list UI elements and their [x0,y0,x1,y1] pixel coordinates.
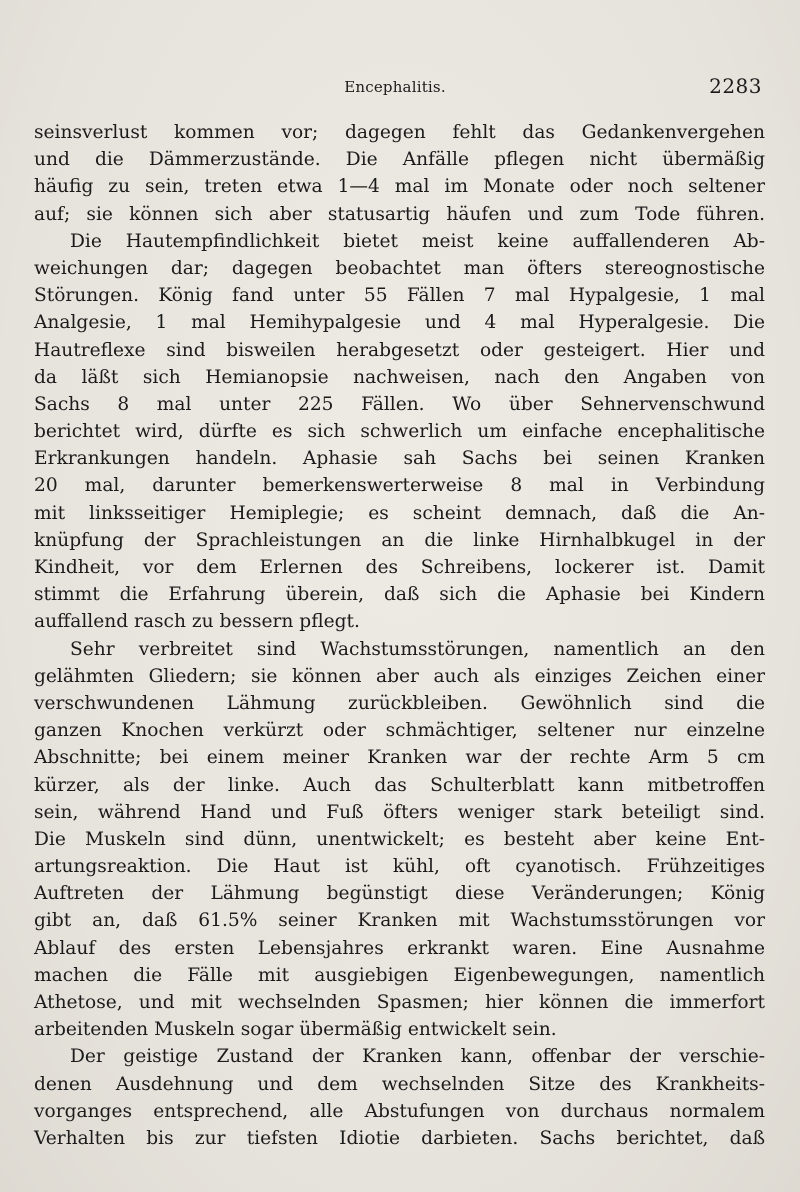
paragraph-1 [34,119,765,228]
text-line: verschwundenen Lähmung zurückbleiben. Gewöhnlich sind die [34,692,765,714]
text-line: seinsverlust kommen vor; dagegen fehlt das Gedankenvergehen [34,122,765,143]
text-line: ganzen Knochen verkürzt oder schmächtiger, seltener nur einzelne [34,720,765,742]
text-line: gelähmten Gliedern; sie können aber auch als einziges Zeichen einer [34,665,765,687]
text-line: Erkrankungen handeln. Aphasie sah Sachs bei seinen Kranken [34,448,765,470]
text-line: Die Hautempfindlichkeit bietet meist keine auffallenderen Ab- [70,230,765,252]
page-number: 2283 [709,74,762,98]
text-line: arbeitenden Muskeln sogar übermäßig entwickelt sein. [34,1019,557,1041]
body-text [34,119,765,1152]
text-line: sein, während Hand und Fuß öfters weniger stark beteiligt sind. [34,801,765,823]
text-line: auf; sie können sich aber statusartig häufen und zum Tode führen. [34,203,765,225]
text-line: Sachs 8 mal unter 225 Fällen. Wo über Sehnervenschwund [34,393,765,415]
text-line: Störungen. König fand unter 55 Fällen 7 mal Hypalgesie, 1 mal [34,285,765,307]
text-line: Der geistige Zustand der Kranken kann, offenbar der verschie- [70,1046,765,1068]
text-line: Analgesie, 1 mal Hemihypalgesie und 4 mal Hyperalgesie. Die [34,312,765,334]
text-line: Kindheit, vor dem Erlernen des Schreibens, lockerer ist. Damit [34,557,765,578]
text-line: Auftreten der Lähmung begünstigt diese Veränderungen; König [34,883,765,905]
text-line: vorganges entsprechend, alle Abstufungen von durchaus normalem [34,1100,765,1122]
text-line: artungsreaktion. Die Haut ist kühl, oft cyanotisch. Frühzeitiges [34,856,765,878]
running-title: Encephalitis. [344,78,446,96]
text-line: knüpfung der Sprachleistungen an die linke Hirnhalbkugel in der [34,529,765,551]
text-line: Die Muskeln sind dünn, unentwickelt; es besteht aber keine Ent- [34,828,765,850]
text-line: gibt an, daß 61.5% seiner Kranken mit Wachstumsstörungen vor [34,910,765,932]
text-line: berichtet wird, dürfte es sich schwerlich um einfache encephalitische [34,421,765,443]
text-line: mit linksseitiger Hemiplegie; es scheint demnach, daß die An- [34,502,765,524]
text-line: auffallend rasch zu bessern pflegt. [34,611,360,633]
text-line: Sehr verbreitet sind Wachstumsstörungen, namentlich an den [70,638,765,660]
text-line: stimmt die Erfahrung überein, daß sich die Aphasie bei Kindern [34,584,765,606]
text-line: kürzer, als der linke. Auch das Schulterblatt kann mitbetroffen [34,774,765,796]
text-line: Hautreflexe sind bisweilen herabgesetzt oder gesteigert. Hier und [34,339,765,361]
text-line: Ablauf des ersten Lebensjahres erkrankt waren. Eine Ausnahme [34,937,765,959]
text-line: 20 mal, darunter bemerkenswerterweise 8 mal in Verbindung [34,475,765,497]
paragraph-3 [34,636,765,1044]
text-line: da läßt sich Hemianopsie nachweisen, nach den Angaben von [34,366,765,388]
text-line: Athetose, und mit wechselnden Spasmen; hier können die immerfort [34,992,765,1013]
text-line: und die Dämmerzustände. Die Anfälle pflegen nicht übermäßig [34,149,765,171]
text-line: häufig zu sein, treten etwa 1—4 mal im Monate oder noch seltener [34,176,765,198]
text-line: Abschnitte; bei einem meiner Kranken war der rechte Arm 5 cm [34,747,765,769]
text-line: weichungen dar; dagegen beobachtet man öfters stereognostische [34,257,765,279]
text-line: machen die Fälle mit ausgiebigen Eigenbewegungen, namentlich [34,964,765,986]
text-line: Verhalten bis zur tiefsten Idiotie darbieten. Sachs berichtet, daß [34,1127,765,1149]
text-line: denen Ausdehnung und dem wechselnden Sitze des Krankheits- [34,1073,765,1095]
paragraph-2 [34,228,765,636]
paragraph-4 [34,1043,765,1152]
